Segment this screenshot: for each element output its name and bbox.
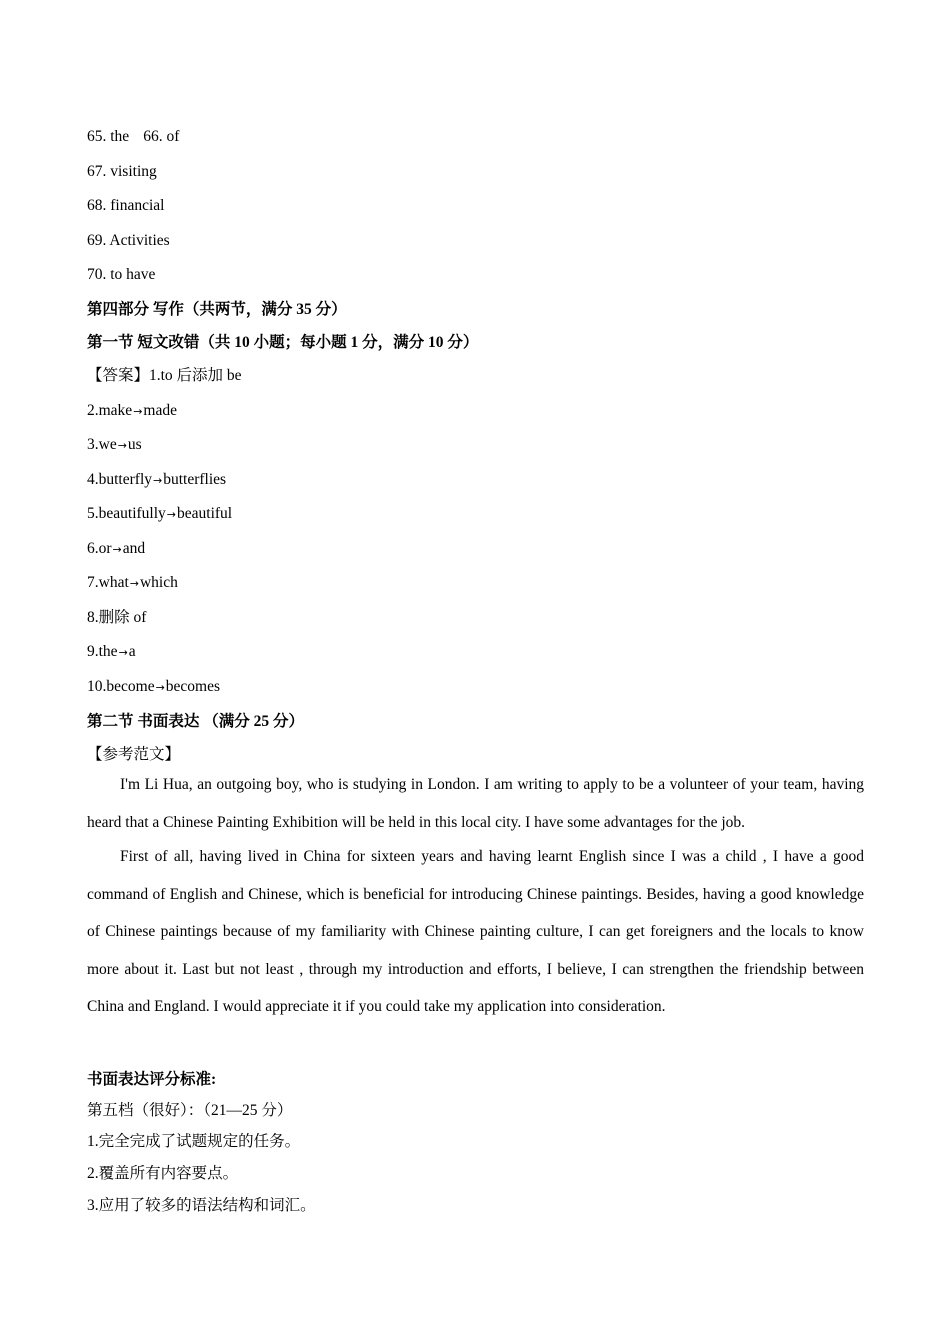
- answer-69: 69. Activities: [87, 232, 170, 249]
- criterion-2: 2.覆盖所有内容要点。: [87, 1165, 239, 1182]
- correction-3: [87, 435, 142, 456]
- correction-wrong: 10.become: [87, 678, 155, 695]
- correction-right: becomes: [165, 678, 221, 695]
- correction-right: a: [128, 643, 136, 660]
- correction-2: [87, 401, 177, 422]
- sample-label: 【参考范文】: [87, 746, 181, 763]
- correction-5: [87, 504, 232, 525]
- answer-68: 68. financial: [87, 197, 165, 214]
- part4-heading: 第四部分 写作（共两节，满分 35 分）: [87, 301, 347, 318]
- arrow-icon: →: [117, 439, 127, 452]
- correction-wrong: 4.butterfly: [87, 471, 152, 488]
- arrow-icon: →: [133, 405, 143, 418]
- correction-right: butterflies: [163, 471, 227, 488]
- answer-70: 70. to have: [87, 266, 156, 283]
- answer-line-65-66: [87, 127, 179, 147]
- arrow-icon: →: [112, 543, 122, 556]
- correction-right: made: [143, 402, 177, 419]
- correction-4: [87, 470, 226, 491]
- correction-wrong: 5.beautifully: [87, 505, 166, 522]
- essay-paragraph-2: First of all, having lived in China for sixteen years and having learnt English since I was a child , I have a good command of English and Chinese, which is beneficial for introducing Chinese paintings. Besides, having a good knowledge of Chinese paintings because of my familiarity with Chinese painting culture, I can get foreigners and the locals to know more about it. Last but not least , through my introduction and efforts, I believe, I can strengthen the friendship between China and England. I would appreciate it if you could take my application into consideration.: [87, 848, 864, 1015]
- correction-6: [87, 539, 145, 560]
- correction-right: beautiful: [177, 505, 233, 522]
- answer-67: 67. visiting: [87, 163, 157, 180]
- correction-9: [87, 642, 136, 663]
- section2-heading: 第二节 书面表达 （满分 25 分）: [87, 713, 305, 730]
- arrow-icon: →: [153, 474, 163, 487]
- correction-8: 8.删除 of: [87, 609, 147, 626]
- correction-wrong: 3.we: [87, 436, 117, 453]
- correction-wrong: 7.what: [87, 574, 129, 591]
- criterion-1: 1.完全完成了试题规定的任务。: [87, 1133, 301, 1150]
- correction-1: 【答案】1.to 后添加 be: [87, 367, 242, 384]
- correction-10: [87, 677, 220, 698]
- answer-65: 65. the: [87, 128, 130, 145]
- arrow-icon: →: [166, 508, 176, 521]
- correction-wrong: 6.or: [87, 540, 112, 557]
- grade-5-label: 第五档（很好）：（21—25 分）: [87, 1102, 293, 1119]
- correction-right: which: [139, 574, 178, 591]
- section1-heading: 第一节 短文改错（共 10 小题；每小题 1 分，满分 10 分）: [87, 334, 479, 351]
- arrow-icon: →: [118, 646, 128, 659]
- criteria-heading: 书面表达评分标准:: [87, 1071, 217, 1088]
- essay-paragraph-1: I'm Li Hua, an outgoing boy, who is studying in London. I am writing to apply to be a volunteer of your team, having heard that a Chinese Painting Exhibition will be held in this local city. I have some advantages for the job.: [87, 776, 864, 831]
- answer-66: 66. of: [143, 128, 180, 145]
- criterion-3: 3.应用了较多的语法结构和词汇。: [87, 1197, 316, 1214]
- correction-right: and: [122, 540, 146, 557]
- correction-7: [87, 573, 178, 594]
- correction-right: us: [127, 436, 142, 453]
- correction-wrong: 2.make: [87, 402, 133, 419]
- arrow-icon: →: [129, 577, 139, 590]
- correction-wrong: 9.the: [87, 643, 118, 660]
- arrow-icon: →: [155, 681, 165, 694]
